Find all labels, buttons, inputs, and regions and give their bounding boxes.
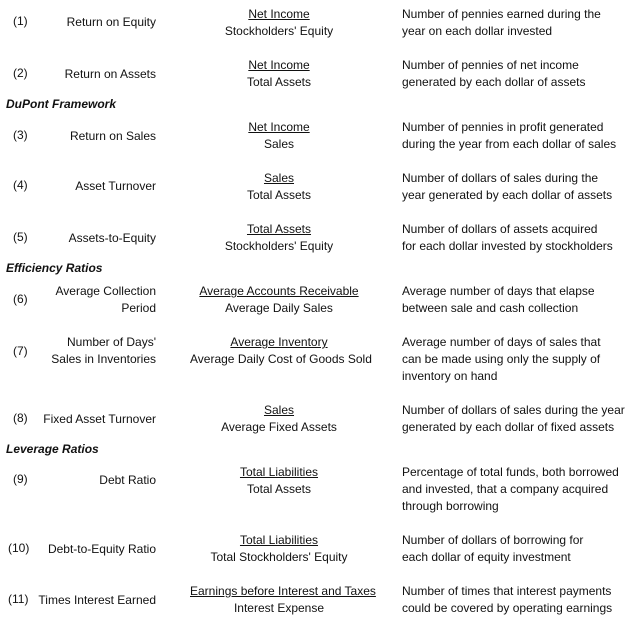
formula-denominator: Stockholders' Equity	[224, 239, 334, 253]
description-line: Average number of days that elapse	[402, 284, 595, 298]
formula-numerator: Total Liabilities	[239, 465, 319, 479]
description-line: Number of dollars of borrowing for	[402, 533, 584, 547]
ratio-name: Assets-to-Equity	[68, 231, 156, 245]
description-line: Number of dollars of assets acquired	[402, 222, 598, 236]
ratio-description	[402, 464, 632, 515]
ratio-formula	[190, 402, 368, 436]
ratio-name	[51, 334, 156, 368]
description-line: year on each dollar invested	[402, 24, 553, 38]
ratio-number: (1)	[13, 14, 28, 28]
formula-denominator: Sales	[263, 137, 295, 151]
ratio-name: Debt-to-Equity Ratio	[47, 542, 156, 556]
ratio-formula	[190, 283, 368, 317]
description-line: inventory on hand	[402, 369, 498, 383]
ratio-number: (9)	[13, 472, 28, 486]
ratio-name-line: Number of Days'	[67, 335, 156, 349]
ratio-description	[402, 57, 632, 91]
description-line: for each dollar invested by stockholders	[402, 239, 613, 253]
formula-denominator: Average Daily Sales	[225, 301, 333, 315]
description-line: during the year from each dollar of sales	[402, 137, 617, 151]
description-line: Number of pennies earned during the	[402, 7, 601, 21]
description-line: generated by each dollar of fixed assets	[402, 420, 615, 434]
ratio-number: (3)	[13, 128, 28, 142]
formula-denominator: Average Fixed Assets	[221, 420, 337, 434]
formula-numerator: Earnings before Interest and Taxes	[190, 584, 376, 598]
ratio-name-line: Period	[121, 301, 156, 315]
section-heading-dupont: DuPont Framework	[6, 97, 117, 111]
ratio-number: (7)	[13, 344, 28, 358]
ratio-formula	[190, 6, 368, 40]
description-line: through borrowing	[402, 499, 499, 513]
ratio-description	[402, 170, 632, 204]
section-heading-efficiency: Efficiency Ratios	[6, 261, 103, 275]
ratio-formula	[190, 57, 368, 91]
formula-denominator: Stockholders' Equity	[224, 24, 334, 38]
ratio-description	[402, 583, 632, 617]
ratio-number: (8)	[13, 411, 28, 425]
ratio-name: Fixed Asset Turnover	[43, 412, 156, 426]
ratio-description	[402, 6, 632, 40]
ratio-name: Return on Sales	[69, 129, 156, 143]
formula-numerator: Average Inventory	[230, 335, 328, 349]
ratio-formula	[190, 532, 368, 566]
description-line: could be covered by operating earnings	[402, 601, 613, 615]
ratio-formula	[190, 221, 368, 255]
description-line: Number of dollars of sales during the year	[402, 403, 625, 417]
description-line: Average number of days of sales that	[402, 335, 601, 349]
ratio-number: (6)	[13, 292, 28, 306]
description-line: and invested, that a company acquired	[402, 482, 609, 496]
description-line: can be made using only the supply of	[402, 352, 601, 366]
formula-denominator: Total Assets	[246, 482, 312, 496]
description-line: Number of pennies of net income	[402, 58, 579, 72]
ratio-name: Debt Ratio	[99, 473, 156, 487]
ratio-description	[402, 221, 632, 255]
ratio-formula	[190, 334, 372, 368]
ratio-formula	[190, 464, 368, 498]
description-line: Number of times that interest payments	[402, 584, 612, 598]
section-heading-leverage: Leverage Ratios	[6, 442, 99, 456]
ratio-name: Return on Equity	[66, 15, 156, 29]
ratio-name: Times Interest Earned	[38, 593, 156, 607]
formula-numerator: Sales	[263, 403, 295, 417]
ratio-name: Asset Turnover	[75, 179, 156, 193]
description-line: between sale and cash collection	[402, 301, 579, 315]
formula-denominator: Total Stockholders' Equity	[210, 550, 348, 564]
ratio-formula	[190, 583, 376, 617]
ratio-description	[402, 532, 632, 566]
ratio-description	[402, 283, 632, 317]
formula-numerator: Net Income	[248, 7, 310, 21]
formula-denominator: Total Assets	[246, 75, 312, 89]
formula-numerator: Net Income	[248, 58, 310, 72]
ratio-number: (11)	[8, 592, 29, 606]
description-line: Percentage of total funds, both borrowed	[402, 465, 619, 479]
description-line: Number of dollars of sales during the	[402, 171, 599, 185]
formula-numerator: Total Liabilities	[239, 533, 319, 547]
ratio-name: Return on Assets	[64, 67, 156, 81]
ratio-number: (10)	[8, 541, 30, 555]
ratio-name	[55, 283, 156, 317]
description-line: year generated by each dollar of assets	[402, 188, 613, 202]
description-line: Number of pennies in profit generated	[402, 120, 604, 134]
ratio-number: (4)	[13, 178, 28, 192]
formula-denominator: Interest Expense	[233, 601, 325, 615]
ratio-description	[402, 402, 632, 436]
formula-denominator: Total Assets	[246, 188, 312, 202]
formula-denominator: Average Daily Cost of Goods Sold	[190, 352, 372, 366]
ratio-description	[402, 334, 632, 385]
ratio-formula	[190, 119, 368, 153]
formula-numerator: Net Income	[248, 120, 310, 134]
ratio-name-line: Sales in Inventories	[51, 352, 156, 366]
formula-numerator: Total Assets	[246, 222, 312, 236]
ratio-description	[402, 119, 632, 153]
ratio-name-line: Average Collection	[55, 284, 156, 298]
description-line: each dollar of equity investment	[402, 550, 571, 564]
formula-numerator: Average Accounts Receivable	[199, 284, 359, 298]
ratio-formula	[190, 170, 368, 204]
formula-numerator: Sales	[263, 171, 295, 185]
ratio-number: (5)	[13, 230, 28, 244]
ratio-number: (2)	[13, 66, 28, 80]
description-line: generated by each dollar of assets	[402, 75, 586, 89]
